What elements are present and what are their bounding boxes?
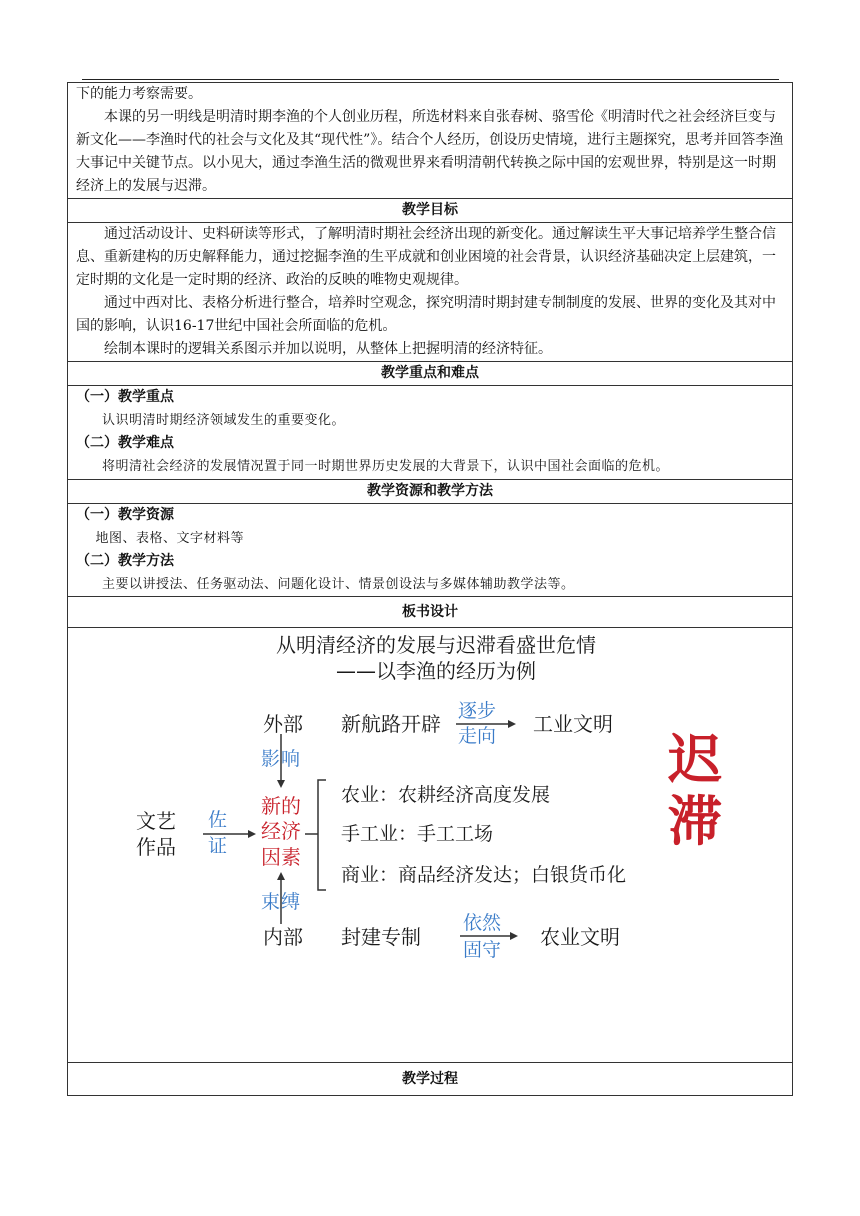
goals-paragraph-2: 通过中西对比、表格分析进行整合，培养时空观念，探究明清时期封建专制制度的发展、世界的变化及其对中国的影响，认识16-17世纪中国社会所面临的危机。 [76, 295, 776, 334]
process-heading: 教学过程 [68, 1063, 793, 1096]
intro-row [68, 83, 793, 199]
board-diagram [68, 628, 794, 1054]
new-factor-label-2: 经济 [261, 819, 301, 843]
new-factor-label-1: 新的 [261, 794, 301, 818]
influence-arrowhead [277, 780, 285, 788]
board-design-cell [68, 628, 793, 1063]
influence-label-1: 影 [261, 748, 281, 770]
art-works-label-2: 作品 [136, 835, 176, 859]
commerce-item: 商业：商品经济发达；白银货币化 [341, 864, 627, 886]
lesson-plan-table [67, 82, 793, 1096]
influence-label-2: 响 [281, 748, 301, 770]
resources-subheading-1: （一）教学资源 [76, 507, 174, 523]
new-route-label: 新航路开辟 [341, 712, 441, 736]
agri-civ-label: 农业文明 [540, 925, 620, 949]
agriculture-item: 农业：农耕经济高度发展 [341, 784, 551, 806]
category-brace [318, 780, 326, 890]
board-subtitle: ——以李渔的经历为例 [336, 659, 536, 683]
board-title: 从明清经济的发展与迟滞看盛世危情 [276, 633, 596, 657]
bind-arrowhead [277, 872, 285, 880]
stagnation-char-1: 迟 [668, 728, 722, 791]
prove-arrowhead [248, 830, 256, 838]
intro-paragraph: 本课的另一明线是明清时期李渔的个人创业历程，所选材料来自张春树、骆雪伦《明清时代之社会经济巨变与新文化——李渔时代的社会与文化及其“现代性”》。结合个人经历，创设历史情境，进行主题探究，思考并回答李渔大事记中关键节点。以小见大，通过李渔生活的微观世界来看明清朝代转换之际中国的宏观世界，特别是这一时期经济上的发展与迟滞。 [76, 109, 784, 194]
still-arrowhead [510, 932, 518, 940]
resources-subheading-2: （二）教学方法 [76, 553, 174, 569]
still-label-2: 固守 [463, 939, 502, 961]
intro-cell [68, 83, 793, 199]
bind-label-2: 缚 [281, 891, 301, 913]
board-heading: 板书设计 [68, 597, 793, 628]
handicraft-item: 手工业：手工工场 [341, 823, 494, 845]
industrial-label: 工业文明 [533, 712, 613, 736]
stagnation-char-2: 滞 [668, 790, 722, 853]
new-factor-label-3: 因素 [261, 845, 301, 869]
keypoints-subheading-1: （一）教学重点 [76, 389, 174, 405]
resources-text-1: 地图、表格、文字材料等 [95, 531, 245, 546]
resources-cell [68, 504, 793, 597]
prove-label-2: 证 [208, 835, 228, 857]
resources-text-2: 主要以讲授法、任务驱动法、问题化设计、情景创设法与多媒体辅助教学法等。 [102, 577, 575, 592]
still-label-1: 依然 [463, 912, 502, 934]
goals-heading: 教学目标 [68, 199, 793, 223]
gradual-label-1: 逐步 [458, 700, 497, 722]
goals-paragraph-1: 通过活动设计、史料研读等形式，了解明清时期社会经济出现的新变化。通过解读生平大事记培养学生整合信息、重新建构的历史解释能力，通过挖掘李渔的生平成就和创业困境的社会背景，认识经济基础决定上层建筑，一定时期的文化是一定时期的经济、政治的反映的唯物史观规律。 [76, 226, 776, 288]
art-works-label-1: 文艺 [136, 809, 176, 833]
keypoints-text-1: 认识明清时期经济领域发生的重要变化。 [102, 413, 346, 428]
keypoints-text-2: 将明清社会经济的发展情况置于同一时期世界历史发展的大背景下，认识中国社会面临的危机。 [102, 459, 670, 474]
inner-label: 内部 [263, 925, 303, 949]
goals-paragraph-3: 绘制本课时的逻辑关系图示并加以说明，从整体上把握明清的经济特征。 [104, 341, 552, 357]
prove-label-1: 佐 [208, 809, 228, 831]
keypoints-subheading-2: （二）教学难点 [76, 435, 174, 451]
keypoints-cell [68, 386, 793, 480]
header-rule [82, 79, 779, 80]
feudal-label: 封建专制 [341, 925, 421, 949]
goals-cell [68, 223, 793, 362]
keypoints-heading: 教学重点和难点 [68, 362, 793, 386]
bind-label-1: 束 [261, 891, 281, 913]
intro-line: 下的能力考察需要。 [76, 86, 202, 102]
outer-label: 外部 [263, 712, 303, 736]
gradual-label-2: 走向 [458, 725, 497, 747]
resources-heading: 教学资源和教学方法 [68, 480, 793, 504]
gradual-arrowhead [508, 720, 516, 728]
